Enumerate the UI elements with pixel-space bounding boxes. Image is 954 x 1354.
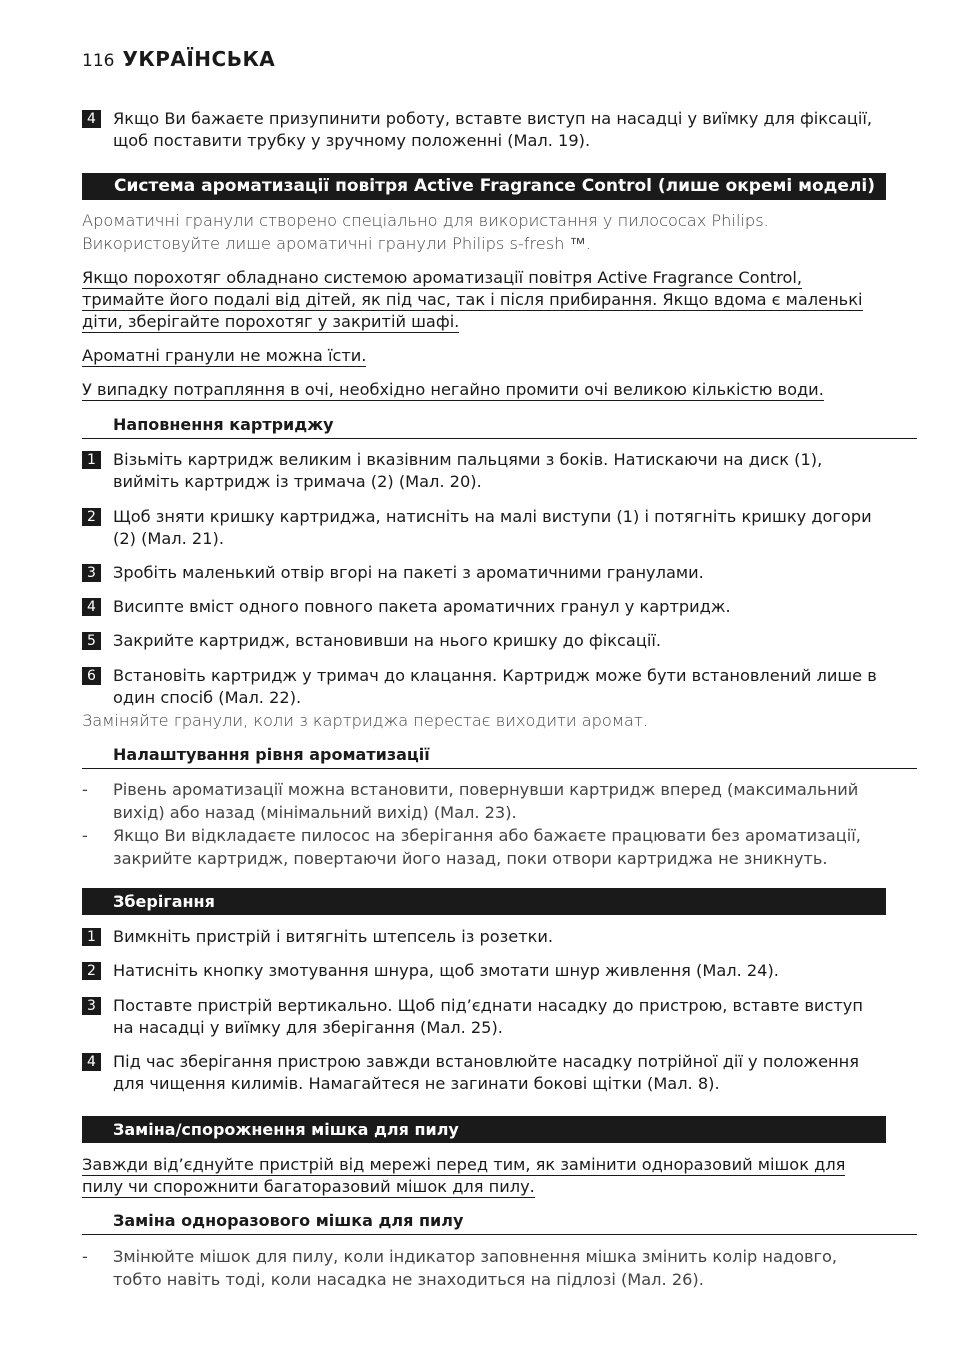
level-item xyxy=(82,778,886,824)
step-number: 4 xyxy=(82,1053,101,1071)
filling-step xyxy=(82,665,886,709)
step-number: 3 xyxy=(82,997,101,1015)
dash-marker: - xyxy=(82,780,88,799)
step-text: Під час зберігання пристрою завжди встановлюйте насадку потрійної дії у положення для чищення килимів. Намагайтеся не загинати бокові щітки (Мал. 8). xyxy=(113,1052,859,1093)
step-number: 6 xyxy=(82,667,101,685)
filling-note: Заміняйте гранули, коли з картриджа перестає виходити аромат. xyxy=(82,711,648,730)
fragrance-warning-eyes xyxy=(82,379,886,401)
filling-step xyxy=(82,449,886,493)
step-text: Поставте пристрій вертикально. Щоб під’єднати насадку до пристрою, вставте виступ на насадці у виїмку для зберігання (Мал. 25). xyxy=(113,996,863,1037)
step-text: Закрийте картридж, встановивши на нього кришку до фіксації. xyxy=(113,631,661,650)
warning-line: Ароматні гранули не можна їсти. xyxy=(82,346,367,365)
subsection-filling-title: Наповнення картриджу xyxy=(82,414,917,439)
intro-step xyxy=(82,108,886,152)
step-number: 5 xyxy=(82,632,101,650)
section-bag-title: Заміна/спорожнення мішка для пилу xyxy=(82,1116,886,1143)
step-text: Натисніть кнопку змотування шнура, щоб змотати шнур живлення (Мал. 24). xyxy=(113,961,779,980)
step-text: Вимкніть пристрій і витягніть штепсель із розетки. xyxy=(113,927,554,946)
warning-line: тримайте його подалі від дітей, як під час, так і після прибирання. Якщо вдома є маленькі xyxy=(82,290,863,309)
filling-step xyxy=(82,596,886,618)
filling-step xyxy=(82,506,886,550)
step-text: Зробіть маленький отвір вгорі на пакеті з ароматичними гранулами. xyxy=(113,563,704,582)
dash-marker: - xyxy=(82,1247,88,1266)
fragrance-intro-line1: Ароматичні гранули створено спеціально для використання у пилососах Philips. xyxy=(82,211,769,230)
bag-warning xyxy=(82,1154,886,1198)
subsection-bag-replace-title: Заміна одноразового мішка для пилу xyxy=(82,1210,917,1235)
page-header xyxy=(82,47,275,71)
section-storage-title: Зберігання xyxy=(82,888,886,915)
fragrance-warning-children xyxy=(82,267,886,333)
bag-item xyxy=(82,1245,886,1291)
warning-line: діти, зберігайте порохотяг у закритій шафі. xyxy=(82,312,460,331)
storage-step xyxy=(82,1051,886,1095)
level-item-text: Рівень ароматизації можна встановити, повернувши картридж вперед (максимальний вихід) або назад (мінімальний вихід) (Мал. 23). xyxy=(113,780,859,822)
step-text: Висипте вміст одного повного пакета ароматичних гранул у картридж. xyxy=(113,597,731,616)
page-number: 116 xyxy=(82,51,115,71)
step-number: 3 xyxy=(82,564,101,582)
section-fragrance-title: Система ароматизації повітря Active Fragrance Control (лише окремі моделі) xyxy=(82,173,886,200)
warning-line: Якщо порохотяг обладнано системою ароматизації повітря Active Fragrance Control, xyxy=(82,268,803,287)
filling-step xyxy=(82,562,886,584)
fragrance-intro-line2: Використовуйте лише ароматичні гранули Philips s-fresh ™. xyxy=(82,234,591,253)
subsection-level-title: Налаштування рівня ароматизації xyxy=(82,744,917,769)
storage-step xyxy=(82,960,886,982)
step-text: Візьміть картридж великим і вказівним пальцями з боків. Натискаючи на диск (1), вийміть картридж із тримача (2) (Мал. 20). xyxy=(113,450,823,491)
step-number: 4 xyxy=(82,110,101,128)
language-title: УКРАЇНСЬКА xyxy=(122,47,276,71)
warning-line: У випадку потрапляння в очі, необхідно негайно промити очі великою кількістю води. xyxy=(82,380,824,399)
fragrance-warning-eat xyxy=(82,345,886,367)
filling-step xyxy=(82,630,886,652)
step-number: 2 xyxy=(82,962,101,980)
step-number: 2 xyxy=(82,508,101,526)
storage-step xyxy=(82,926,886,948)
step-number: 4 xyxy=(82,598,101,616)
warning-line: пилу чи спорожнити багаторазовий мішок для пилу. xyxy=(82,1177,535,1196)
storage-step xyxy=(82,995,886,1039)
step-number: 1 xyxy=(82,451,101,469)
dash-marker: - xyxy=(82,826,88,845)
step-text: Щоб зняти кришку картриджа, натисніть на малі виступи (1) і потягніть кришку догори (2) (Мал. 21). xyxy=(113,507,872,548)
step-number: 1 xyxy=(82,928,101,946)
step-text: Якщо Ви бажаєте призупинити роботу, вставте виступ на насадці у виїмку для фіксації, щоб поставити трубку у зручному положенні (Мал. 19). xyxy=(113,109,873,150)
bag-item-text: Змінюйте мішок для пилу, коли індикатор заповнення мішка змінить колір надовго, тобто навіть тоді, коли насадка не знаходиться на підлозі (Мал. 26). xyxy=(113,1247,838,1289)
warning-line: Завжди від’єднуйте пристрій від мережі перед тим, як замінити одноразовий мішок для xyxy=(82,1155,846,1174)
level-item-text: Якщо Ви відкладаєте пилосос на зберігання або бажаєте працювати без ароматизації, закрийте картридж, повертаючи його назад, поки отвори картриджа не зникнуть. xyxy=(113,826,861,868)
fragrance-intro xyxy=(82,209,886,255)
level-item xyxy=(82,824,886,870)
step-text: Встановіть картридж у тримач до клацання. Картридж може бути встановлений лише в один спосіб (Мал. 22). xyxy=(113,666,877,707)
